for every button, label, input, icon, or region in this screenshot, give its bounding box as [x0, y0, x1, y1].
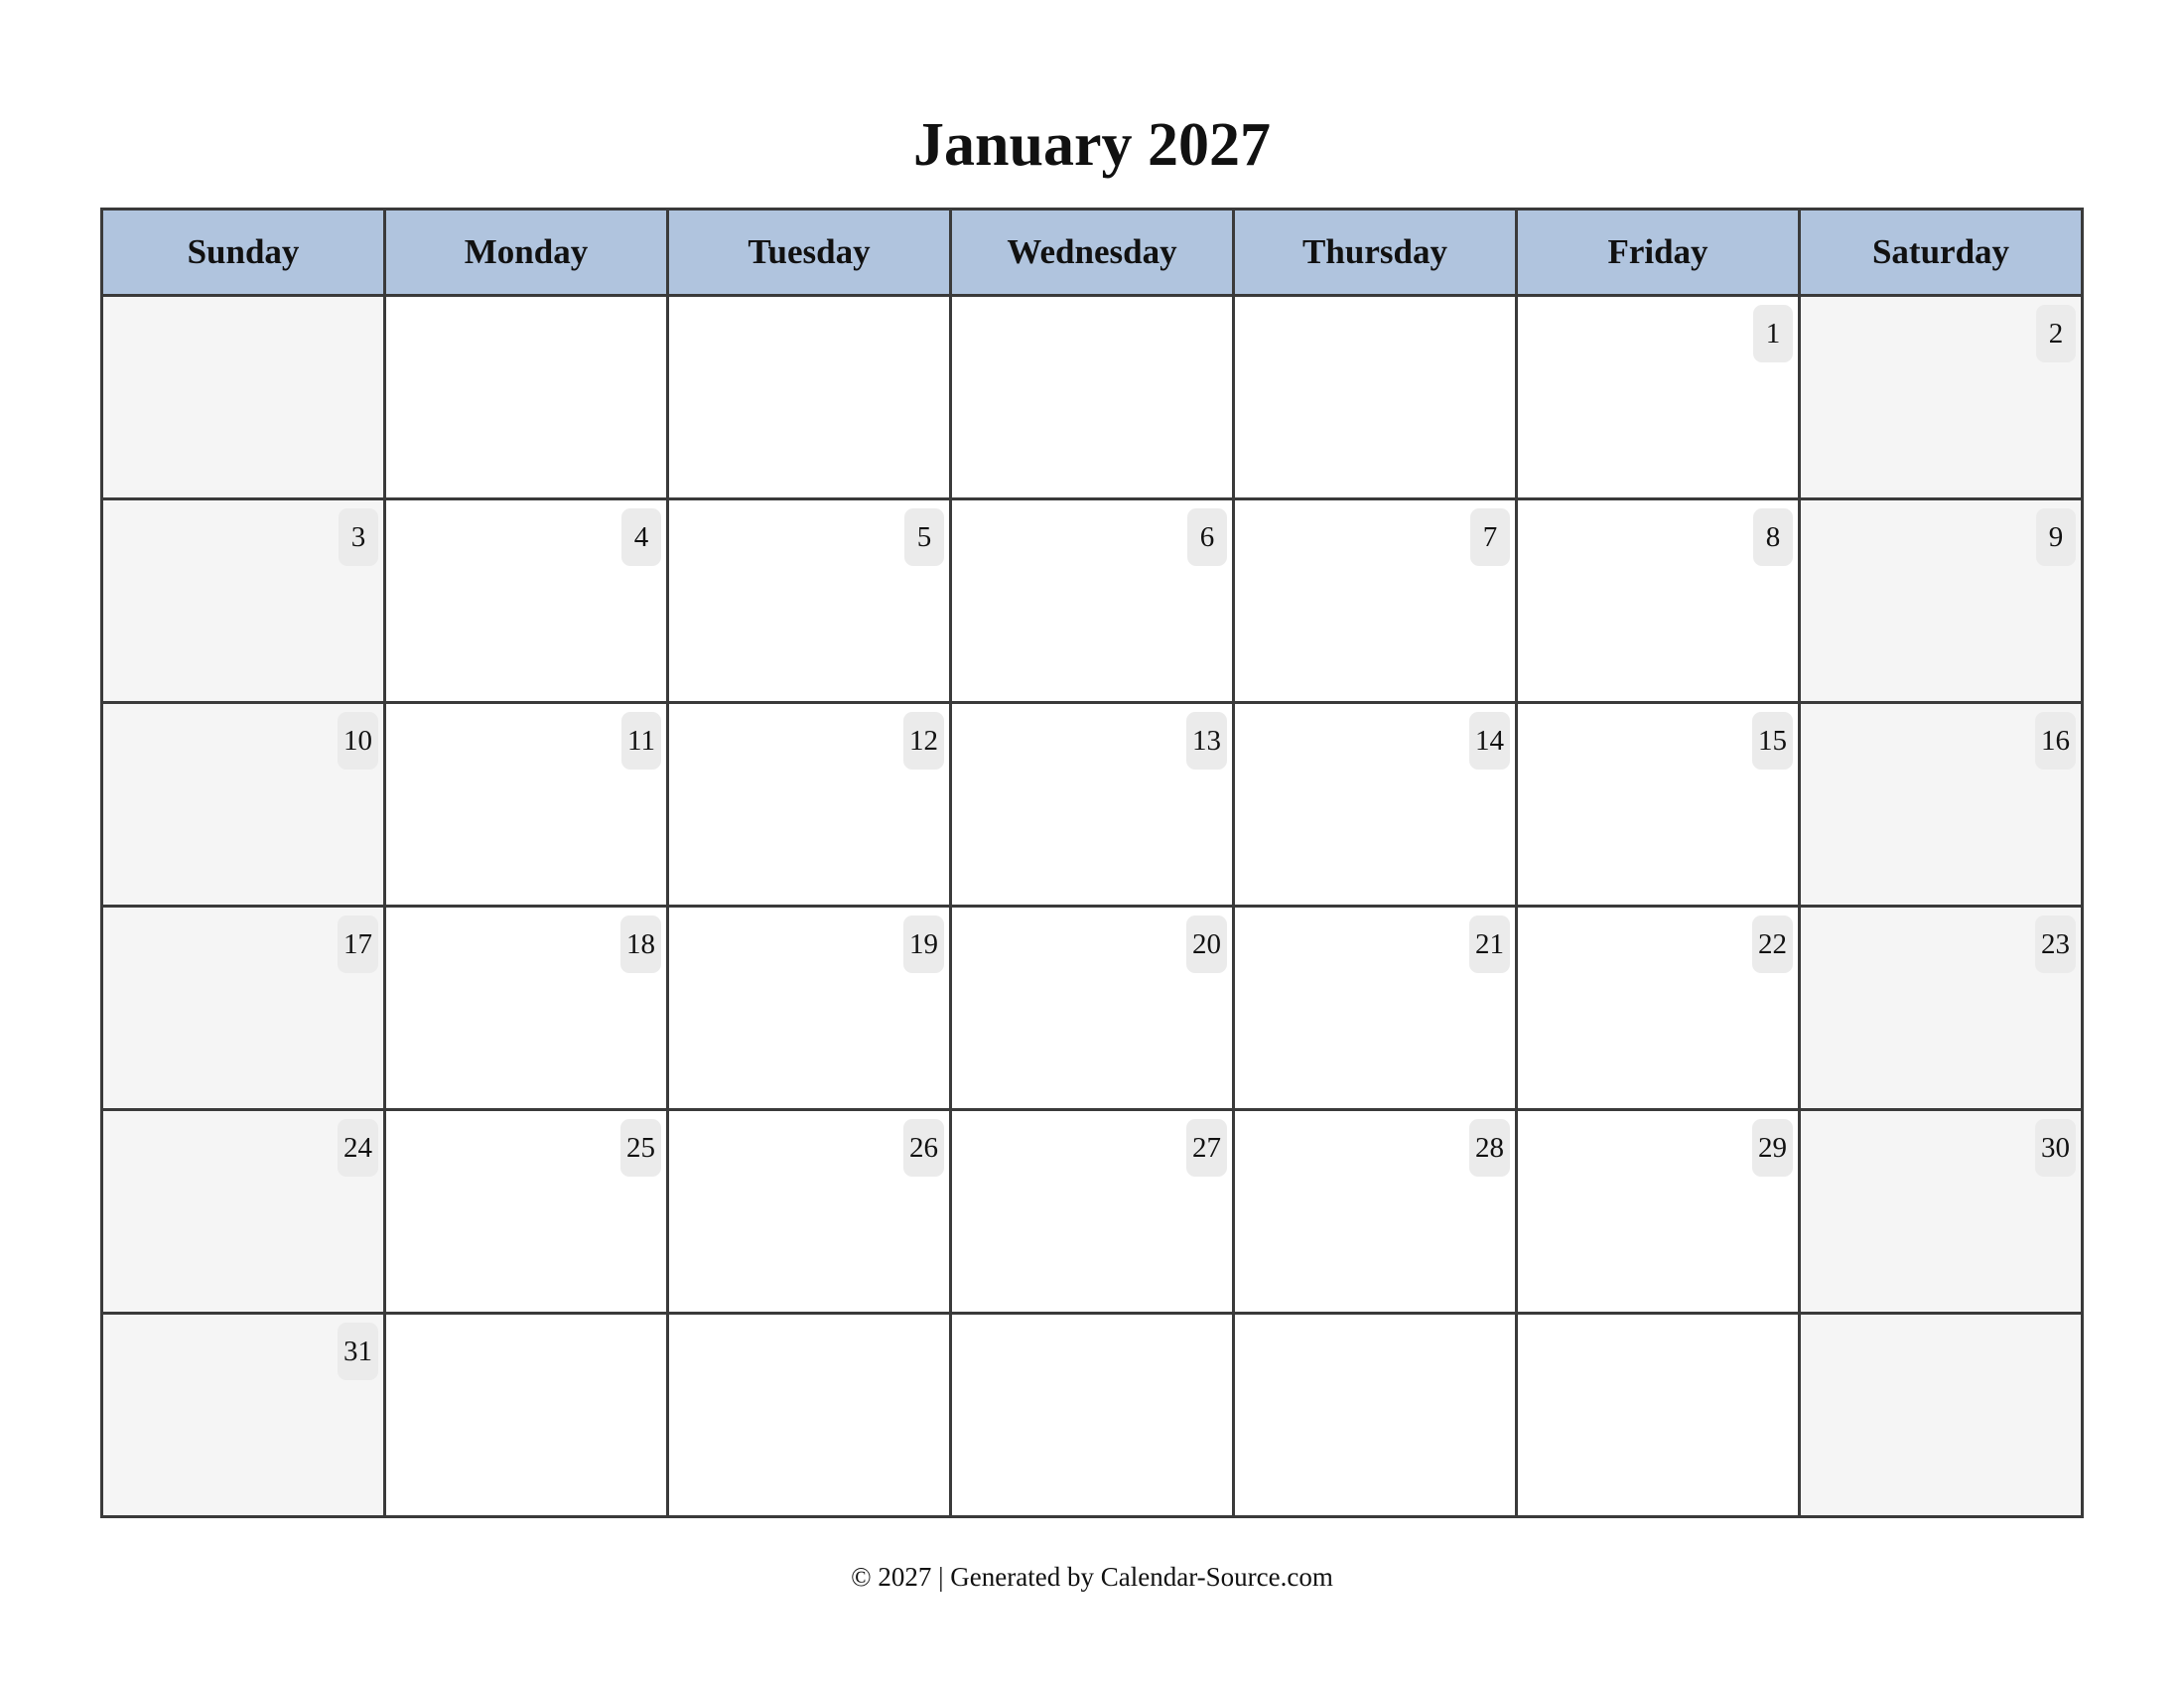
day-number: 1	[1753, 305, 1793, 362]
day-number: 13	[1186, 712, 1227, 770]
day-number: 18	[620, 915, 661, 973]
day-cell	[102, 703, 385, 907]
day-number: 12	[903, 712, 944, 770]
day-number: 21	[1469, 915, 1510, 973]
weekday-header-monday: Monday	[385, 210, 668, 296]
week-row	[102, 499, 2083, 703]
empty-day-cell	[1517, 1314, 1800, 1517]
day-number: 17	[338, 915, 378, 973]
day-cell	[1234, 907, 1517, 1110]
day-number: 23	[2035, 915, 2076, 973]
week-row	[102, 907, 2083, 1110]
empty-day-cell	[1234, 296, 1517, 499]
empty-day-cell	[668, 296, 951, 499]
weekday-header-friday: Friday	[1517, 210, 1800, 296]
empty-day-cell	[385, 296, 668, 499]
day-number: 6	[1187, 508, 1227, 566]
weekday-header-saturday: Saturday	[1800, 210, 2083, 296]
day-cell	[668, 703, 951, 907]
empty-day-cell	[1800, 1314, 2083, 1517]
day-number: 25	[620, 1119, 661, 1177]
weekday-header-sunday: Sunday	[102, 210, 385, 296]
day-number: 9	[2036, 508, 2076, 566]
calendar-grid	[100, 208, 2084, 1518]
day-number: 2	[2036, 305, 2076, 362]
day-cell	[668, 1110, 951, 1314]
weekday-header-thursday: Thursday	[1234, 210, 1517, 296]
day-cell	[385, 907, 668, 1110]
day-number: 4	[621, 508, 661, 566]
day-cell	[951, 499, 1234, 703]
day-cell	[1517, 1110, 1800, 1314]
day-cell	[668, 907, 951, 1110]
day-cell	[1800, 499, 2083, 703]
day-cell	[1234, 1110, 1517, 1314]
day-number: 26	[903, 1119, 944, 1177]
day-number: 8	[1753, 508, 1793, 566]
day-number: 20	[1186, 915, 1227, 973]
day-cell	[668, 499, 951, 703]
day-number: 7	[1470, 508, 1510, 566]
day-cell	[1800, 703, 2083, 907]
day-number: 22	[1752, 915, 1793, 973]
day-number: 27	[1186, 1119, 1227, 1177]
day-cell	[1800, 1110, 2083, 1314]
empty-day-cell	[951, 296, 1234, 499]
day-cell	[385, 499, 668, 703]
day-cell	[102, 1110, 385, 1314]
week-row	[102, 296, 2083, 499]
day-cell	[1517, 296, 1800, 499]
weekday-header-wednesday: Wednesday	[951, 210, 1234, 296]
day-cell	[1517, 703, 1800, 907]
empty-day-cell	[102, 296, 385, 499]
day-number: 28	[1469, 1119, 1510, 1177]
week-row	[102, 703, 2083, 907]
day-number: 19	[903, 915, 944, 973]
day-cell	[1234, 499, 1517, 703]
day-number: 31	[338, 1323, 378, 1380]
day-cell	[1517, 907, 1800, 1110]
day-number: 14	[1469, 712, 1510, 770]
weekday-header-row	[102, 210, 2083, 296]
day-number: 15	[1752, 712, 1793, 770]
day-cell	[385, 1110, 668, 1314]
footer-credit: © 2027 | Generated by Calendar-Source.com	[851, 1562, 1333, 1592]
day-number: 29	[1752, 1119, 1793, 1177]
day-cell	[385, 703, 668, 907]
day-cell	[102, 499, 385, 703]
week-row	[102, 1110, 2083, 1314]
day-cell	[102, 1314, 385, 1517]
day-number: 30	[2035, 1119, 2076, 1177]
day-cell	[951, 907, 1234, 1110]
weekday-header-tuesday: Tuesday	[668, 210, 951, 296]
day-cell	[1517, 499, 1800, 703]
day-number: 5	[904, 508, 944, 566]
calendar-title: January 2027	[913, 111, 1271, 179]
day-number: 16	[2035, 712, 2076, 770]
empty-day-cell	[385, 1314, 668, 1517]
day-cell	[951, 1110, 1234, 1314]
day-cell	[1800, 907, 2083, 1110]
empty-day-cell	[1234, 1314, 1517, 1517]
empty-day-cell	[951, 1314, 1234, 1517]
day-number: 11	[621, 712, 661, 770]
day-cell	[1800, 296, 2083, 499]
day-number: 3	[339, 508, 378, 566]
day-cell	[951, 703, 1234, 907]
day-cell	[102, 907, 385, 1110]
day-number: 24	[338, 1119, 378, 1177]
day-cell	[1234, 703, 1517, 907]
day-number: 10	[338, 712, 378, 770]
empty-day-cell	[668, 1314, 951, 1517]
week-row	[102, 1314, 2083, 1517]
